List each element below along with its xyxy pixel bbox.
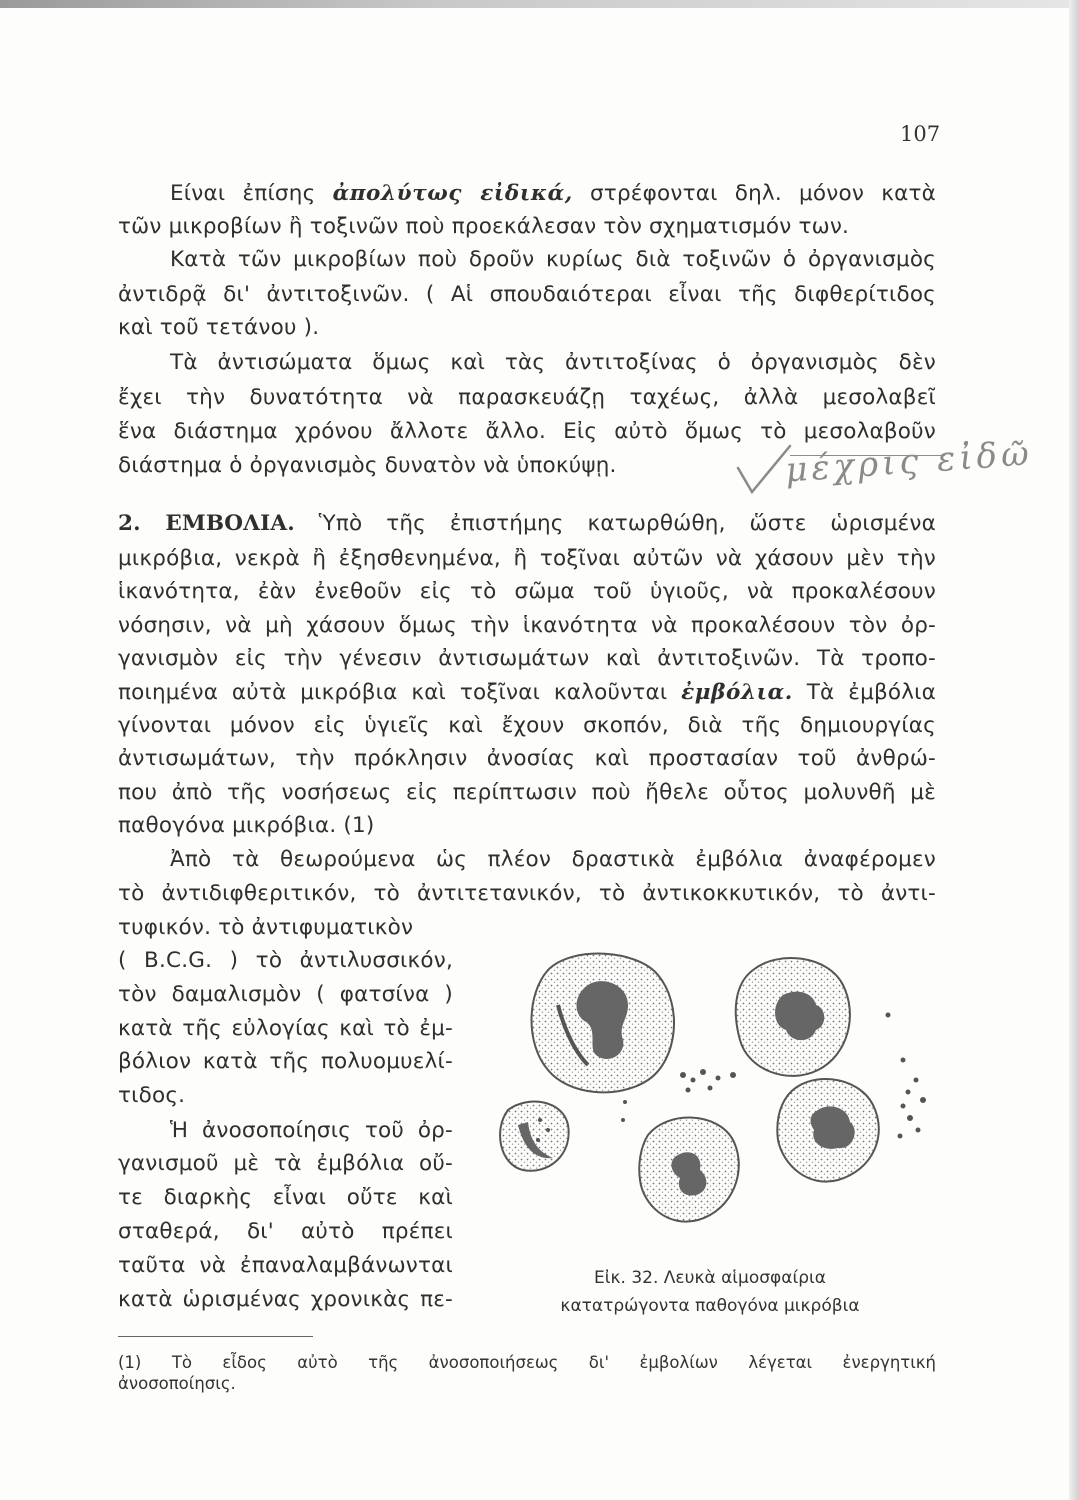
paragraph-6-line-3: τε διαρκὴς εἶναι οὔτε καὶ bbox=[118, 1185, 453, 1210]
section-2-line-2: μικρόβια, νεκρὰ ἢ ἐξησθενημένα, ἢ τοξῖναι αὐτῶν νὰ χάσουν μὲν τὴν bbox=[118, 546, 936, 571]
section-2-line-7: γίνονται μόνον εἰς ὑγιεῖς καὶ ἔχουν σκοπόν, διὰ τῆς δημιουργίας bbox=[118, 713, 936, 738]
paragraph-5-line-6: κατὰ τῆς εὐλογίας καὶ τὸ ἐμ- bbox=[118, 1016, 453, 1041]
paragraph-3-line-1: Τὰ ἀντισώματα ὅμως καὶ τὰς ἀντιτοξίνας ὁ ὀργανισμὸς δὲν bbox=[170, 350, 936, 375]
paragraph-5-line-7: βόλιον κατὰ τῆς πολυομυελί- bbox=[118, 1049, 453, 1074]
paragraph-6-line-4: σταθερά, δι' αὐτὸ πρέπει bbox=[118, 1219, 453, 1244]
paragraph-3-line-3: ἕνα διάστημα χρόνου ἄλλοτε ἄλλο. Εἰς αὐτὸ ὅμως τὸ μεσολαβοῦν bbox=[118, 419, 936, 444]
text-run: στρέφονται δηλ. μόνον κατὰ bbox=[572, 181, 936, 206]
section-2-line-3: ἱκανότητα, ἐὰν ἐνεθοῦν εἰς τὸ σῶμα τοῦ ὑγιοῦς, νὰ προκαλέσουν bbox=[118, 579, 936, 604]
emphasis-text: ἐμβόλια. bbox=[681, 680, 793, 705]
text-run: Τὰ ἐμβόλια bbox=[792, 680, 937, 705]
handwritten-note: μέχρις εἰδῶ bbox=[783, 433, 1034, 491]
section-2-line-9: που ἀπὸ τῆς νοσήσεως εἰς περίπτωσιν ποὺ ἤθελε οὗτος μολυνθῆ μὲ bbox=[118, 780, 936, 805]
footnote-line-1: (1) Τὸ εἶδος αὐτὸ τῆς ἀνοσοποιήσεως δι' ἐμβολίων λέγεται ἐνεργητική bbox=[118, 1353, 936, 1372]
section-2-line-6 bbox=[118, 679, 936, 707]
paragraph-3-line-2: ἔχει τὴν δυνατότητα νὰ παρασκευάζῃ ταχέως, ἀλλὰ μεσολαβεῖ bbox=[118, 385, 936, 410]
paragraph-5-line-4: ( B.C.G. ) τὸ ἀντιλυσσικόν, bbox=[118, 948, 453, 973]
section-heading: 2. ΕΜΒΟΛΙΑ. bbox=[118, 511, 295, 536]
text-run: Ὑπὸ τῆς ἐπιστήμης κατωρθώθη, ὥστε ὡρισμένα bbox=[294, 511, 937, 536]
scan-right-edge bbox=[1069, 0, 1079, 1500]
paragraph-5-line-8: τιδος. bbox=[118, 1083, 186, 1108]
paragraph-1-line-1 bbox=[170, 180, 936, 208]
leukocyte-3 bbox=[500, 1102, 569, 1171]
paragraph-6-line-2: γανισμοῦ μὲ τὰ ἐμβόλια οὔ- bbox=[118, 1151, 453, 1176]
paragraph-5-line-2: τὸ ἀντιδιφθεριτικόν, τὸ ἀντιτετανικόν, τὸ ἀντικοκκυτικόν, τὸ ἀντι- bbox=[118, 881, 936, 906]
paragraph-2-line-1: Κατὰ τῶν μικροβίων ποὺ δροῦν κυρίως διὰ τοξινῶν ὁ ὀργανισμὸς bbox=[170, 247, 936, 272]
paragraph-6-line-5: ταῦτα νὰ ἐπαναλαμβάνωνται bbox=[118, 1253, 453, 1278]
section-2-line-10: παθογόνα μικρόβια. (1) bbox=[118, 813, 375, 838]
paragraph-5-line-3: τυφικόν. τὸ ἀντιφυματικὸν bbox=[118, 915, 414, 940]
white-blood-cells-illustration bbox=[478, 930, 948, 1260]
footnote-rule bbox=[118, 1336, 313, 1337]
page-number: 107 bbox=[900, 122, 941, 146]
scan-top-edge bbox=[0, 0, 1079, 8]
section-2-line-1 bbox=[118, 510, 936, 538]
figure-caption-line-1: Εἰκ. 32. Λευκὰ αἱμοσφαίρια bbox=[594, 1268, 826, 1288]
section-2-line-8: ἀντισωμάτων, τὴν πρόκλησιν ἀνοσίας καὶ προστασίαν τοῦ ἀνθρώ- bbox=[118, 746, 936, 771]
paragraph-6-line-1: Ἡ ἀνοσοποίησις τοῦ ὀρ- bbox=[170, 1118, 453, 1143]
emphasis-text: ἀπολύτως εἰδικά, bbox=[332, 181, 573, 206]
leukocyte-5 bbox=[777, 1079, 878, 1182]
paragraph-2-line-2: ἀντιδρᾷ δι' ἀντιτοξινῶν. ( Αἱ σπουδαιότεραι εἶναι τῆς διφθερίτιδος bbox=[118, 282, 936, 307]
footnote-line-2: ἀνοσοποίησις. bbox=[118, 1374, 236, 1393]
leukocyte-2 bbox=[736, 958, 850, 1076]
paragraph-2-line-3: καὶ τοῦ τετάνου ). bbox=[118, 315, 320, 340]
paragraph-5-line-1: Ἀπὸ τὰ θεωρούμενα ὡς πλέον δραστικὰ ἐμβόλια ἀναφέρομεν bbox=[170, 847, 936, 872]
paragraph-3-line-4: διάστημα ὁ ὀργανισμὸς δυνατὸν νὰ ὑποκύψῃ. bbox=[118, 453, 617, 478]
section-2-line-4: νόσησιν, νὰ μὴ χάσουν ὅμως τὴν ἱκανότητα νὰ προκαλέσουν τὸν ὀρ- bbox=[118, 613, 936, 638]
paragraph-5-line-5: τὸν δαμαλισμὸν ( φατσίνα ) bbox=[118, 982, 453, 1007]
text-run: Είναι ἐπίσης bbox=[170, 181, 333, 206]
section-2-line-5: γανισμὸν εἰς τὴν γένεσιν ἀντισωμάτων καὶ ἀντιτοξινῶν. Τὰ τροπο- bbox=[118, 646, 936, 671]
text-run: ποιημένα αὐτὰ μικρόβια καὶ τοξῖναι καλοῦνται bbox=[118, 680, 682, 705]
leukocyte-4 bbox=[639, 1118, 739, 1222]
leukocyte-1 bbox=[532, 954, 675, 1093]
paragraph-1-line-2: τῶν μικροβίων ἢ τοξινῶν ποὺ προεκάλεσαν τὸν σχηματισμόν των. bbox=[118, 214, 850, 239]
paragraph-6-line-6: κατὰ ὡρισμένας χρονικὰς πε- bbox=[118, 1287, 453, 1312]
figure-caption-line-2: κατατρώγοντα παθογόνα μικρόβια bbox=[560, 1296, 860, 1316]
